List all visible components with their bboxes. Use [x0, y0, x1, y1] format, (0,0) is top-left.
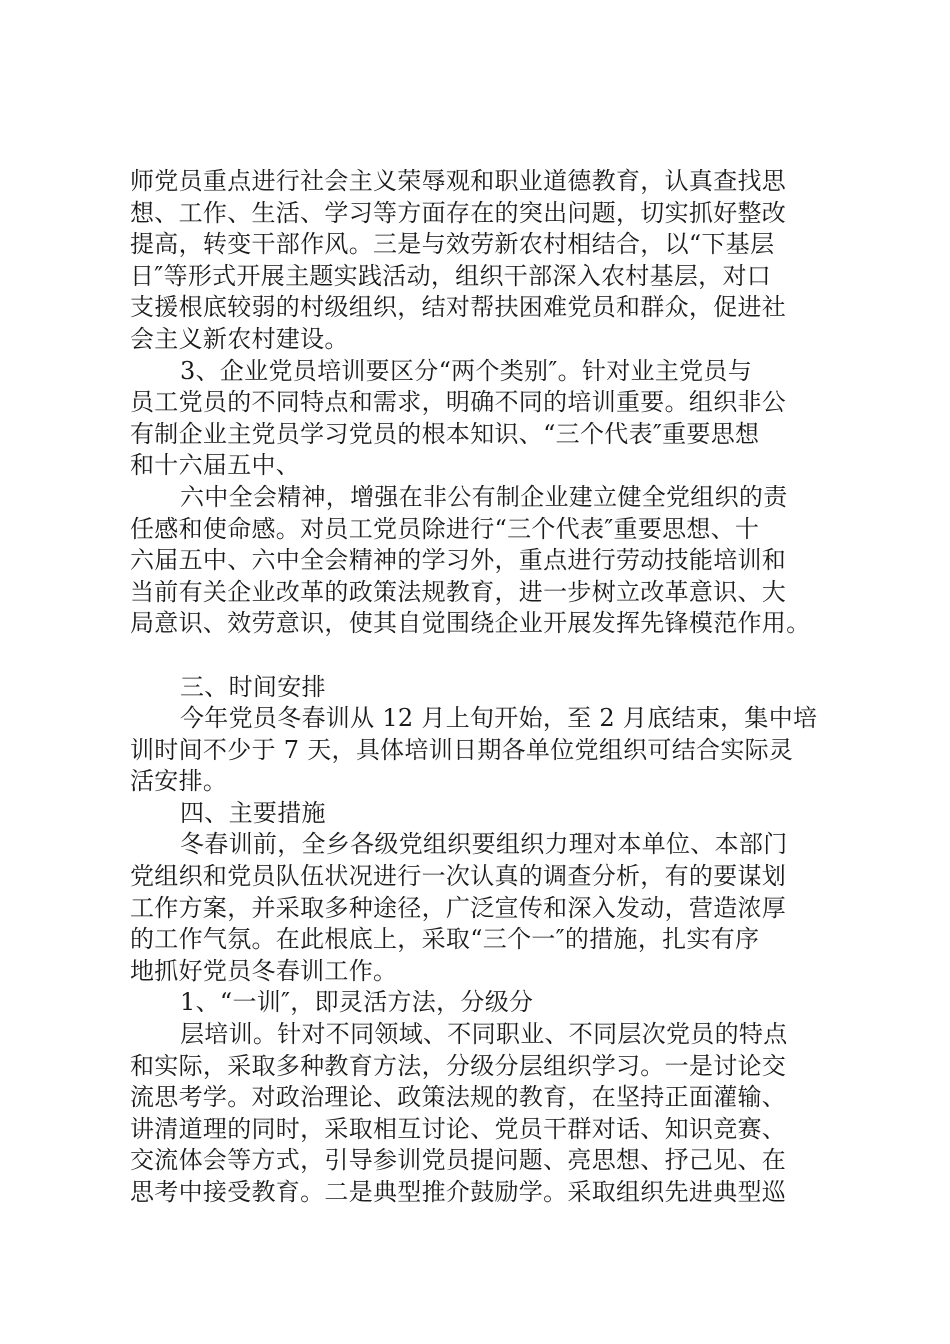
text-line: 的工作气氛。在此根底上，采取“三个一″的措施，扎实有序: [130, 925, 760, 954]
paragraph-start-line: 冬春训前，全乡各级党组织要组织力理对本单位、本部门: [180, 830, 788, 859]
text-line: 师党员重点进行社会主义荣辱观和职业道德教育，认真查找思: [130, 167, 787, 195]
text-line: 日″等形式开展主题实践活动，组织干部深入农村基层，对口: [130, 261, 772, 290]
text-line: 支援根底较弱的村级组织，结对帮扶困难党员和群众，促进社: [130, 293, 787, 322]
text-line: 员工党员的不同特点和需求，明确不同的培训重要。组织非公: [130, 388, 787, 417]
text-line: 工作方案，并采取多种途径，广泛宣传和深入发动，营造浓厚: [130, 893, 787, 922]
section-heading: 四、主要措施: [180, 798, 326, 827]
text-line: 思考中接受教育。二是典型推介鼓励学。采取组织先进典型巡: [130, 1178, 787, 1206]
subsection-heading: 1、“一训″，即灵活方法，分级分: [180, 988, 534, 1017]
text-line: 讲清道理的同时，采取相互讨论、党员干群对话、知识竞赛、: [130, 1114, 787, 1143]
text-line: 和实际，采取多种教育方法，分级分层组织学习。一是讨论交: [130, 1051, 787, 1080]
section-heading: 三、时间安排: [180, 672, 326, 701]
text-line: 交流体会等方式，引导参训党员提问题、亮思想、抒己见、在: [130, 1146, 787, 1175]
text-line: 当前有关企业改革的政策法规教育，进一步树立改革意识、大: [130, 577, 787, 606]
text-line: 任感和使命感。对员工党员除进行“三个代表″重要思想、十: [130, 514, 760, 543]
paragraph-start-line: 层培训。针对不同领域、不同职业、不同层次党员的特点: [180, 1020, 788, 1049]
document-body: [130, 166, 830, 1209]
text-line: 想、工作、生活、学习等方面存在的突出问题，切实抓好整改: [130, 198, 787, 227]
blank-line: [130, 640, 830, 672]
paragraph-start-line: 今年党员冬春训从 12 月上旬开始，至 2 月底结束，集中培: [180, 704, 818, 733]
text-line: 地抓好党员冬春训工作。: [130, 956, 398, 985]
paragraph-start-line: 六中全会精神，增强在非公有制企业建立健全党组织的责: [180, 482, 788, 511]
text-line: 党组织和党员队伍状况进行一次认真的调查分析，有的要谋划: [130, 862, 787, 891]
text-line: 活安排。: [130, 767, 228, 796]
paragraph-start-line: 3、企业党员培训要区分“两个类别″。针对业主党员与: [180, 356, 753, 385]
text-line: 有制企业主党员学习党员的根本知识、“三个代表″重要思想: [130, 419, 760, 448]
text-line: 提高，转变干部作风。三是与效劳新农村相结合，以“下基层: [130, 230, 775, 259]
text-line: 局意识、效劳意识，使其自觉围绕企业开展发挥先锋模范作用。: [130, 609, 811, 638]
text-line: 和十六届五中、: [130, 451, 301, 480]
text-line: 六届五中、六中全会精神的学习外，重点进行劳动技能培训和: [130, 546, 787, 575]
text-line: 会主义新农村建设。: [130, 324, 349, 353]
text-line: 训时间不少于 7 天，具体培训日期各单位党组织可结合实际灵: [130, 735, 794, 764]
text-line: 流思考学。对政治理论、政策法规的教育，在坚持正面灌输、: [130, 1083, 787, 1112]
